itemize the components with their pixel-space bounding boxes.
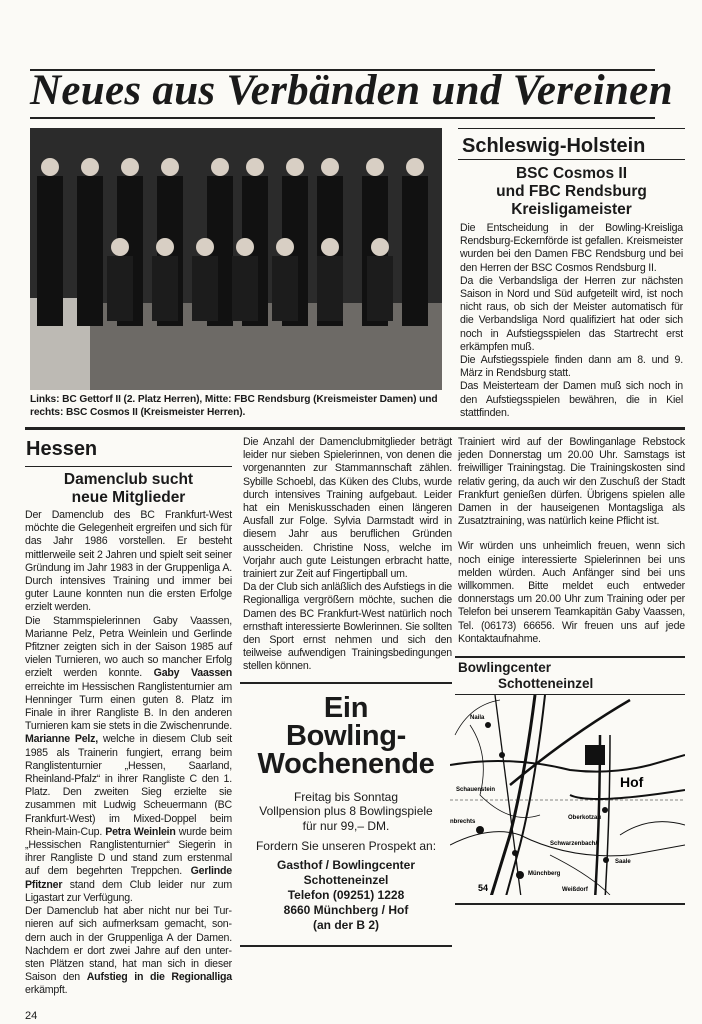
hessen-column-3	[458, 436, 685, 646]
person-face	[366, 158, 384, 176]
ad-rule-bottom	[240, 945, 452, 947]
team-photo	[30, 128, 442, 390]
text-run: erreichte im Hessischen Ranglistenturnier am Henninger Turm einen guten 8. Platz im Finale in ihrer Rangliste B. In den anderen Turnieren kam sie stets in die Zwischenrunde.	[25, 680, 232, 733]
person-face	[121, 158, 139, 176]
sh-rule-top	[458, 128, 685, 129]
paragraph	[460, 222, 683, 275]
sh-headline-line: BSC Cosmos II	[515, 165, 628, 182]
ad-address-line: Telefon (09251) 1228	[287, 888, 405, 903]
person-face	[246, 158, 264, 176]
sh-headline-line: Kreisligameister	[511, 201, 632, 218]
paragraph	[460, 275, 683, 354]
map-title-line: Bowlingcenter	[458, 659, 552, 675]
ad-offer-line: Vollpension plus 8 Bowlingspiele	[259, 804, 433, 819]
text-run: Wir würden uns unheimlich freuen, wenn sich noch einige interessierte Spielerinnen bei uns melden würden. Auch Anfänger sind bei uns willkommen. Bitte meldet euch entweder donnerstags um 20.00 Uhr zum Training oder per Telefon bei unserem Teamkapitän Gaby Vaassen, Tel. (06173) 66656. Wir freuen uns auf jede Kontaktaufnahme.	[458, 540, 685, 645]
sh-rule-bottom	[458, 159, 685, 160]
person-figure	[152, 256, 178, 321]
person-figure	[192, 256, 218, 321]
map-title-line: Schotteneinzel	[498, 675, 594, 691]
paragraph	[243, 436, 452, 581]
bowling-weekend-ad	[240, 691, 452, 934]
person-face	[196, 238, 214, 256]
person-face	[156, 238, 174, 256]
text-run: Die Stammspielerinnen Gaby Vaassen, Marianne Pelz, Petra Weinlein und Gerlinde Pfitzner zeigten sich in der Saison 1985 auf vielen Turnieren, wo auch so mancher Erfolg erzielt werden konnte.	[25, 614, 232, 680]
team-photo-image	[30, 128, 442, 390]
paragraph	[458, 540, 685, 646]
paragraph	[25, 905, 232, 997]
paragraph	[458, 436, 685, 528]
bold-name: Aufstieg in die Regionalliga	[86, 971, 232, 984]
text-run: Der Damenclub hat aber nicht nur bei Turnieren auf sich aufmerksam gemacht, sondern auch in der Gruppenliga A der Damen. Nachdem er dort zwei Jahre auf den untersten Plätzen stand, hat man sich in dieser Saison den	[25, 905, 232, 984]
person-face	[321, 158, 339, 176]
text-run: Trainiert wird auf der Bowlinganlage Rebstock jeden Donnerstag um 20.00 Uhr. Samstags ist freiwilliger Trainingstag. Die Trainingskosten sind relativ gering, da auch wir den Zuschuß der Stadt Frankfurt genießen dürfen. Übrigens spielen alle Damen in der hauseigenen Montagsliga als Zusatztraining, was natürlich keine Pflicht ist.	[458, 436, 685, 528]
person-figure	[317, 256, 343, 321]
photo-caption: Links: BC Gettorf II (2. Platz Herren), Mitte: FBC Rendsburg (Kreismeister Damen) und rechts: BSC Cosmos II (Kreismeister Herren).	[30, 394, 438, 418]
ad-rule-top	[240, 682, 452, 684]
person-figure	[77, 176, 103, 326]
map-label-route: 54	[478, 883, 489, 894]
ad-offer-line: für nur 99,– DM.	[302, 818, 390, 833]
map-label-weissdorf: Weißdorf	[562, 887, 588, 894]
hessen-headline-line: Damenclub sucht	[63, 471, 194, 488]
person-face	[286, 158, 304, 176]
ad-offer-line: Freitag bis Sonntag	[293, 789, 399, 804]
sh-article-body	[460, 222, 683, 420]
map-label-naila: Naila	[470, 715, 485, 722]
person-figure	[402, 176, 428, 326]
ad-prompt: Fordern Sie unseren Prospekt an:	[255, 839, 437, 854]
hessen-column-2	[243, 436, 452, 674]
ad-headline-line: Wochenende	[257, 747, 435, 780]
section-title-schleswig-holstein: Schleswig-Holstein	[462, 135, 646, 157]
map-label-muenchberg: Münchberg	[528, 871, 561, 878]
text-run: stand dem Club leider nur zum Ligastart zur Verfügung.	[25, 878, 232, 904]
page-number: 24	[25, 1009, 38, 1022]
person-figure	[367, 256, 393, 321]
text-run: Die Aufstiegsspiele finden dann am 8. und 9. März in Rendsburg statt.	[460, 354, 683, 380]
map-label-schauenstein: Schauenstein	[456, 787, 496, 794]
ad-headline-line: Ein	[323, 691, 369, 724]
paragraph	[460, 354, 683, 380]
ad-address-line: Schotteneinzel	[303, 873, 389, 888]
bold-name: Marianne Pelz,	[25, 733, 98, 746]
location-map	[450, 695, 685, 895]
hessen-column-2-stack	[240, 436, 452, 947]
person-face	[211, 158, 229, 176]
ad-address-line: 8660 Münchberg / Hof	[283, 903, 409, 918]
paragraph	[25, 615, 232, 905]
person-face	[111, 238, 129, 256]
text-run: Da die Verbandsliga der Herren zur nächsten Saison in Nord und Süd aufgeteilt wird, ist noch nicht raus, ob sich der Meister automatisch für die Verbandsliga Nord qualifiziert hat oder sich noch in Aufstiegsspielen das Startrecht erst erkämpfen muß.	[460, 274, 683, 353]
person-figure	[37, 176, 63, 326]
hessen-rule	[25, 466, 232, 467]
map-label-schwarzenbach: Schwarzenbach/	[550, 841, 598, 848]
hessen-column-1-stack	[25, 437, 232, 1022]
map-label-helmbrechts: nbrechts	[450, 819, 476, 826]
person-face	[236, 238, 254, 256]
person-face	[81, 158, 99, 176]
person-face	[406, 158, 424, 176]
section-divider	[25, 427, 685, 430]
sh-headline	[458, 165, 685, 219]
page-title: Neues aus Verbänden und Vereinen	[30, 67, 673, 114]
ad-address-line: Gasthof / Bowlingcenter	[276, 858, 415, 873]
hessen-column-3-stack	[450, 436, 685, 905]
bold-name: Gerlinde Pfitzner	[25, 865, 232, 891]
map-label-oberkotzau: Oberkotzau	[568, 815, 602, 822]
person-figure	[272, 256, 298, 321]
hessen-headline	[25, 471, 232, 507]
person-face	[161, 158, 179, 176]
person-face	[321, 238, 339, 256]
paragraph	[243, 581, 452, 673]
person-figure	[232, 256, 258, 321]
paragraph	[460, 380, 683, 420]
paragraph	[25, 509, 232, 615]
text-run: Der Damenclub des BC Frankfurt-West möchte die Gelegenheit ergreifen und sich für das Jahr 1986 vorstellen. Er besteht mittlerweile seit 2 Jahren und spielt seit seiner Gründung im Jahr 1983 in der Gruppenliga A. Durch intensives Training und immer bei guter Laune konnten nun die ersten Erfolge erzielt werden.	[25, 509, 232, 614]
section-title-hessen: Hessen	[26, 438, 98, 460]
map-rule-bottom	[455, 903, 685, 905]
hessen-headline-line: neue Mitglieder	[71, 489, 186, 506]
text-run: Die Entscheidung in der Bowling-Kreisliga Rendsburg-Eckernförde ist gefallen. Kreismeister wurden bei den Damen FBC Rendsburg und bei den Herren der BSC Cosmos Rendsburg II.	[460, 222, 683, 274]
map-rule-top	[455, 656, 685, 658]
person-face	[276, 238, 294, 256]
text-run: Da der Club sich anläßlich des Aufstiegs in die Regionalliga vergrößern möchte, suchen die Damen des BC Frankfurt-West natürlich noch ernsthaft interessierte Bowlerinnen. Sie sollten den Sport ernst nehmen und sich den teilweise aufwendigen Trainingsbedingungen stellen können.	[243, 581, 452, 673]
map-title	[458, 660, 685, 692]
bold-name: Gaby Vaassen	[153, 667, 232, 680]
person-face	[41, 158, 59, 176]
text-run: Das Meisterteam der Damen muß sich noch in den Aufstiegsspielen bewähren, die in Kiel stattfinden.	[460, 380, 683, 419]
map-label-saale: Saale	[615, 859, 631, 866]
person-figure	[107, 256, 133, 321]
text-run: Die Anzahl der Damenclubmitglieder beträgt leider nur sieben Spielerinnen, von denen die vorgenannten zur Stammannschaft zählen. Sybille Schoebl, das Küken des Clubs, wurde durch intensives Training aufgebaut. Leider hat ein Meniskusschaden einen längeren Ausfall zur Folge. Sylvia Darmstadt wird in diesem Jahr aus beruflichen Gründen ausscheiden. Christine Noss, welche im Vorjahr auch gute Leistungen erbracht hatte, trainiert zur Zeit auf Fingertipball um.	[243, 436, 452, 581]
text-run: welche in diesem Club seit 1985 als Trainerin fungiert, errang beim Ranglistenturnier „Hessen, Saarland, Rheinland-Pfalz“ in ihrer Rangliste C den 1. Platz. Den zweiten Sieg erzielte sie zusammen mit Ludwig Scheuermann (BC Frankfurt-West) im Mixed-Doppel beim Rhein-Main-Cup.	[25, 733, 232, 838]
ad-address-line: (an der B 2)	[312, 918, 379, 933]
schleswig-holstein-column	[458, 128, 685, 420]
map-label-hof: Hof	[620, 774, 644, 791]
ad-headline-line: Bowling-	[285, 719, 406, 752]
title-rule-bottom	[30, 117, 655, 119]
sh-headline-line: und FBC Rendsburg	[496, 183, 647, 200]
text-run: wurde beim „Hessischen Ranglistenturnier“ Siegerin in ihrer Rangliste D und stand zum erstenmal auf dem begehrten Treppchen.	[25, 825, 232, 878]
text-run: erkämpft.	[25, 984, 68, 997]
person-face	[371, 238, 389, 256]
hessen-column-1	[25, 509, 232, 998]
bold-name: Petra Weinlein	[105, 825, 176, 838]
